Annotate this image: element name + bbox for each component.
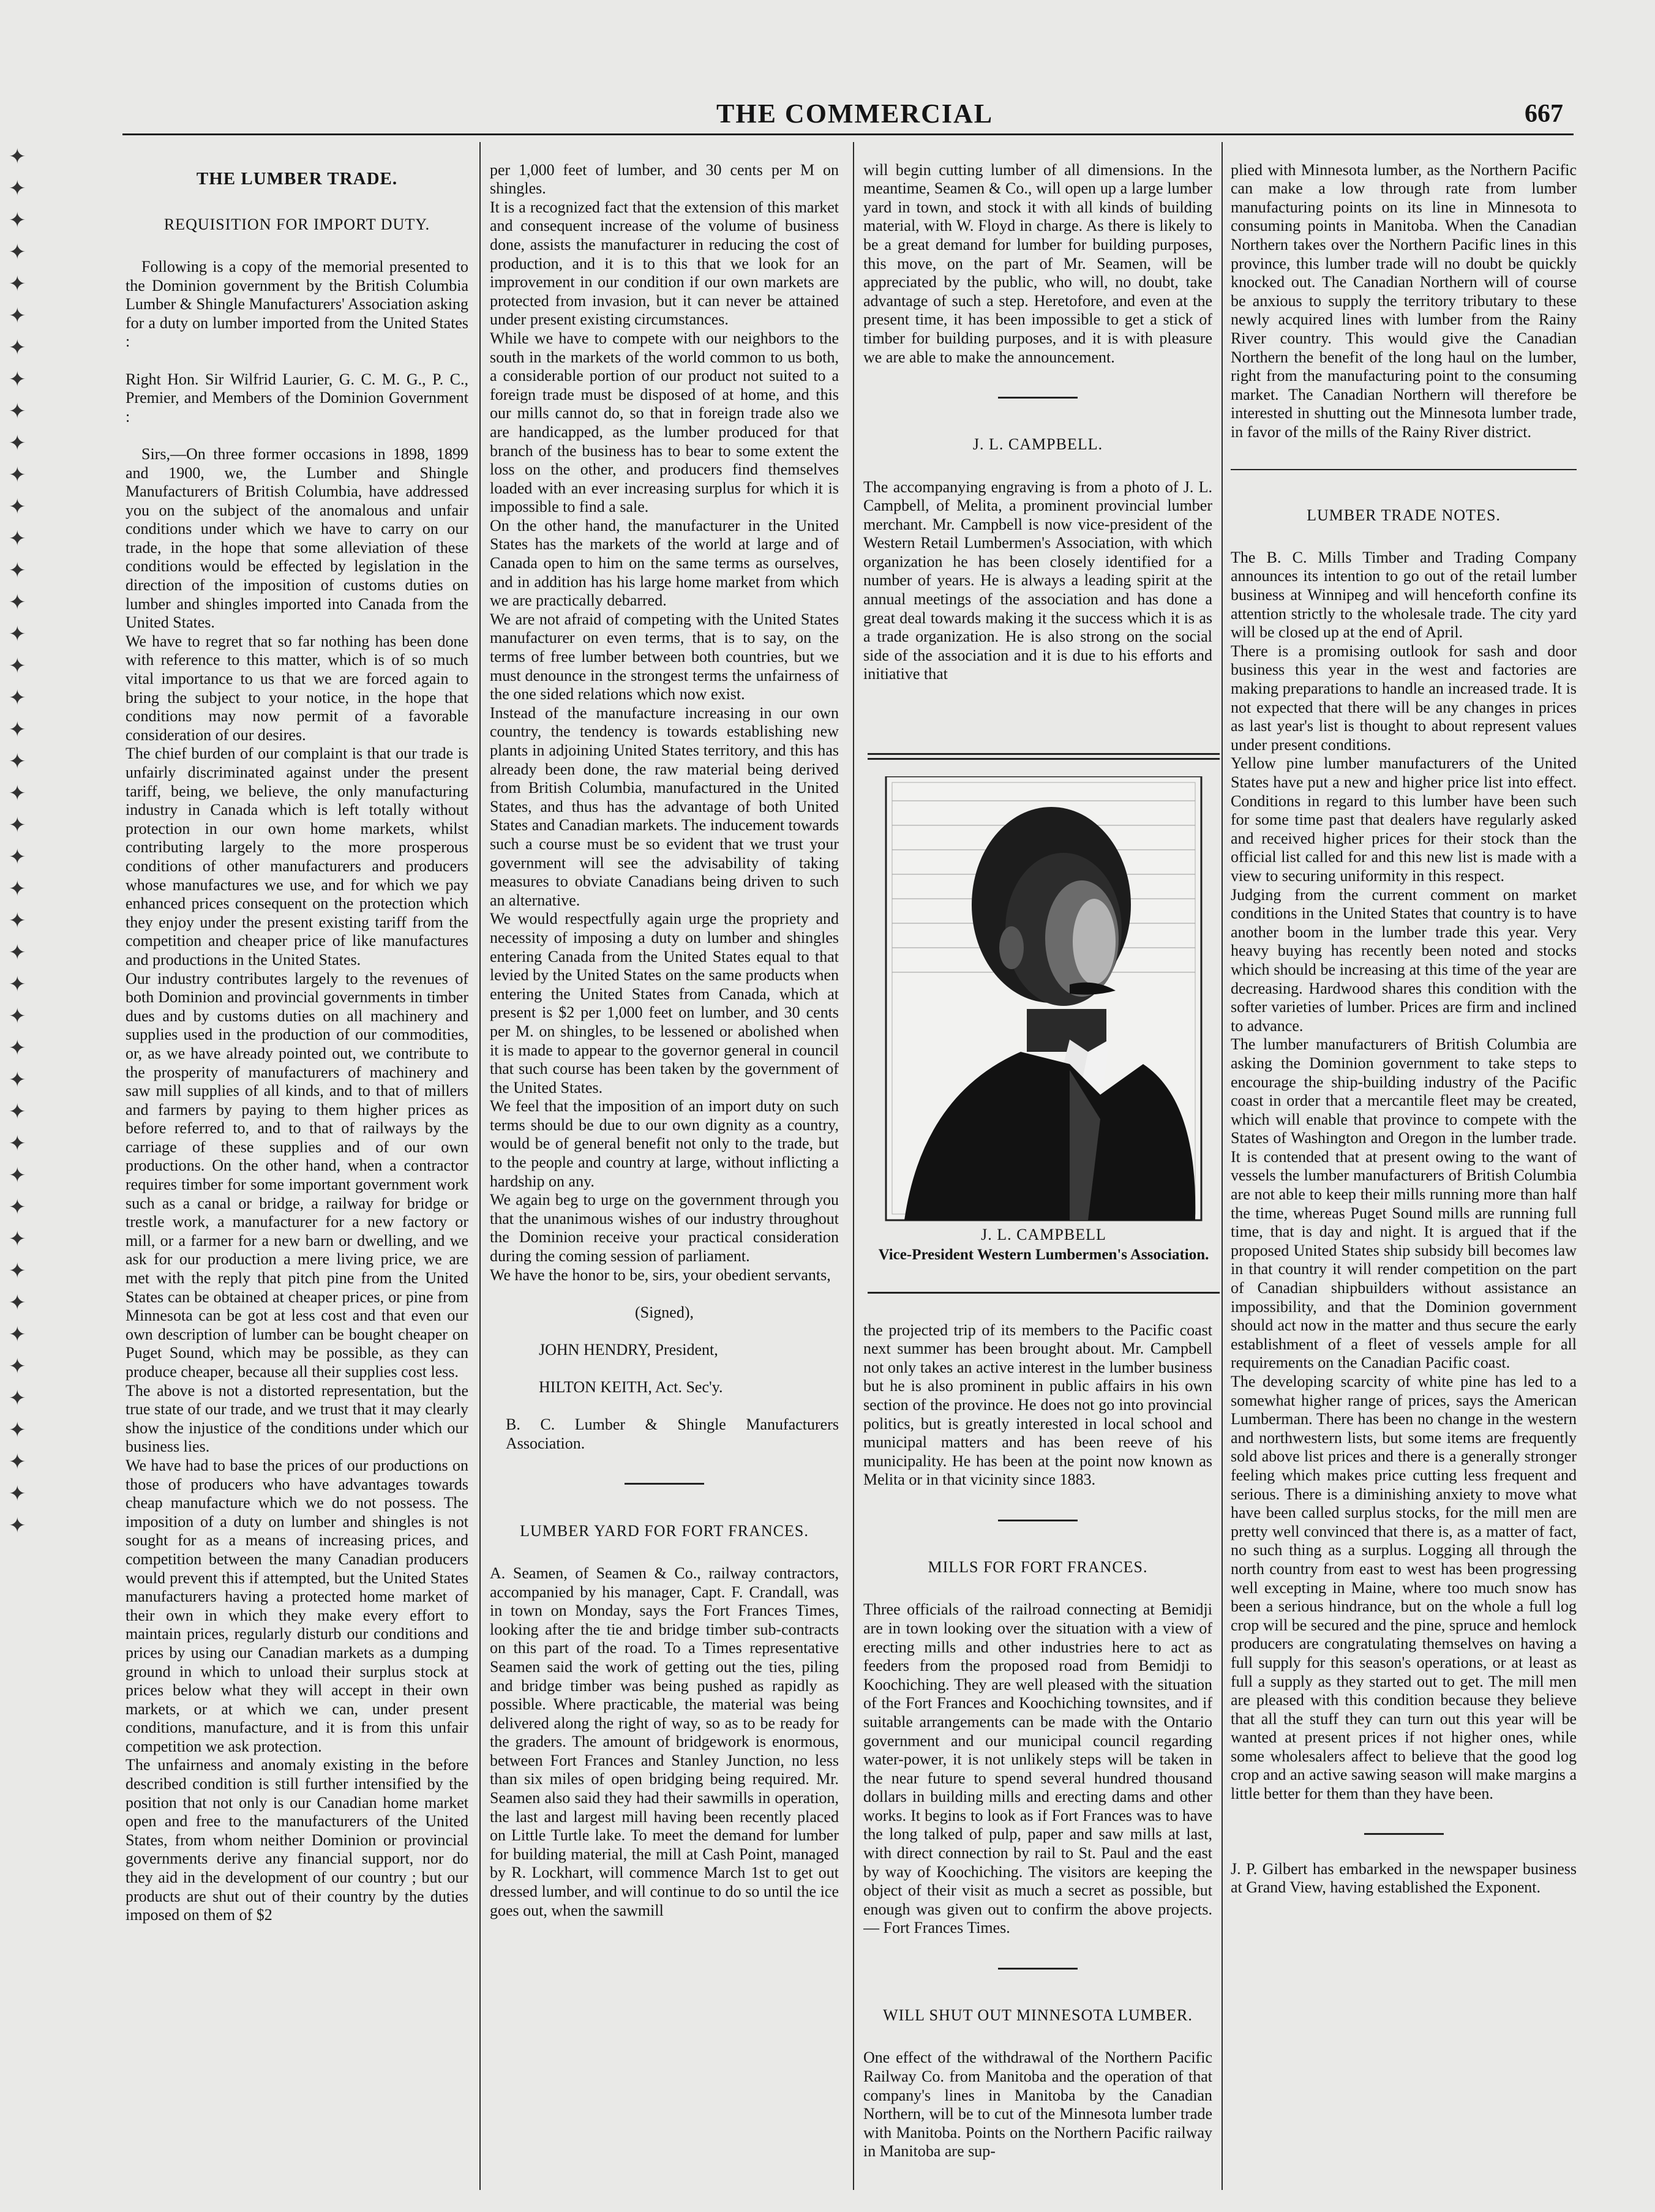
column-2 bbox=[490, 142, 839, 2193]
column-rule bbox=[853, 142, 854, 2190]
section-divider bbox=[1364, 1833, 1444, 1835]
article-heading: LUMBER TRADE NOTES. bbox=[1307, 506, 1501, 524]
section-divider bbox=[998, 397, 1078, 399]
header-rule bbox=[122, 133, 1574, 135]
article-body: the projected trip of its members to the Pacific coast next summer has been brought about. Mr. Campbell not only takes an active interest in the lumber business but he is also prominent in public affairs in his own section of the province. He does not go into provincial politics, but is greatly interested in local school and municipal matters and has been reeve of his municipality. He has been at the point now known as Melita or in that vicinity since 1883. bbox=[863, 1321, 1212, 1489]
page-number: 667 bbox=[1525, 100, 1563, 128]
section-divider bbox=[998, 1520, 1078, 1521]
article-heading: THE LUMBER TRADE. bbox=[196, 168, 398, 189]
signature-line: JOHN HENDRY, President, bbox=[539, 1341, 718, 1359]
portrait-block bbox=[868, 753, 1220, 1359]
article-body: One effect of the withdrawal of the Northern Pacific Railway Co. from Manitoba and the operation of that company's lines in Manitoba by the Canadian Northern, will be to cut of the Minnesota lumber trade with Manitoba. Points on the Northern Pacific railway in Manitoba are sup- bbox=[863, 2049, 1212, 2161]
article-body: J. P. Gilbert has embarked in the newspaper business at Grand View, having established the Exponent. bbox=[1231, 1859, 1577, 1897]
column-rule bbox=[479, 142, 481, 2190]
column-1 bbox=[126, 142, 468, 2193]
masthead bbox=[0, 92, 1655, 135]
binding-margin: ✦ ✦ ✦ ✦ ✦ ✦ ✦ ✦ ✦ ✦ ✦ ✦ ✦ ✦ ✦ ✦ ✦ ✦ ✦ ✦ ✦ ✦ ✦ ✦ ✦ ✦ ✦ ✦ ✦ ✦ ✦ ✦ ✦ ✦ ✦ ✦ ✦ ✦ ✦ ✦ ✦ ✦ ✦ ✦ bbox=[9, 144, 26, 1538]
section-divider bbox=[1231, 469, 1577, 470]
photo-rule-top bbox=[868, 753, 1220, 755]
article-paragraph: Following is a copy of the memorial presented to the Dominion government by the British Columbia Lumber & Shingle Manufacturers' Association asking for a duty on lumber imported from the United States : bbox=[126, 257, 468, 351]
photo-rule-top bbox=[868, 758, 1220, 760]
photo-rule-bottom bbox=[868, 1292, 1220, 1294]
article-heading: LUMBER YARD FOR FORT FRANCES. bbox=[520, 1521, 809, 1540]
column-4 bbox=[1231, 142, 1577, 2193]
signature-signed: (Signed), bbox=[634, 1303, 694, 1321]
article-body: per 1,000 feet of lumber, and 30 cents per M on shingles. It is a recognized fact that the extension of this market and consequent increase of the volume of business done, assists the manufacturer in reducing the cost of production, and it is to this that we look for an improvement in our condition if our own markets are protected from invasion, but it can never be attained under present existing circumstances. While we have to compete with our neighbors to the south in the markets of the world common to us both, a considerable portion of our product not suited to a foreign trade must be disposed of at home, and this our mills cannot do, so that in foreign trade also we are handicapped, as the lumber produced for that branch of the business has to bear to some extent the loss on the other, and producers find themselves loaded with an ever increasing surplus for which it is impossible to find a sale. On the other hand, the manufacturer in the United States has the markets of the world at large and of Canada open to him on the same terms as ourselves, and in addition has his large home market from which we are practically debarred. We are not afraid of competing with the United States manufacturer on even terms, that is to say, on the terms of free lumber between both countries, but we must denounce in the strongest terms the unfairness of the one sided relations which now exist. Instead of the manufacture increasing in our own country, the tendency is towards establishing new plants in adjoining United States territory, and this has already been done, the raw material being derived from British Columbia, manufactured in the United States, and thus has the advantage of both United States and Canadian markets. The inducement towards such a course must be so evident that we trust your government will see the advisability of taking measures to obviate Canadians being driven to such an alternative. We would respectfully again urge the propriety and necessity of imposing a duty on lumber and shingles entering Canada from the United States equal to that levied by the United States on the same products when entering the United States from Canada, which at present is $2 per 1,000 feet on lumber, and 30 cents per M. on shingles, to be lessened or abolished when it is made to appear to the governor general in council that such course has been taken by the government of the United States. We feel that the imposition of an import duty on such terms should be due to our own dignity as a country, would be of general benefit not only to the trade, but to the people and country at large, without inflicting a hardship on any. We again beg to urge on the government through you that the unanimous wishes of our industry throughout the Dominion receive your practical consideration during the coming session of parliament. We have the honor to be, sirs, your obedient servants, bbox=[490, 160, 839, 1284]
article-body: Sirs,—On three former occasions in 1898, 1899 and 1900, we, the Lumber and Shingle Manufacturers of British Columbia, have addressed you on the subject of the anomalous and unfair conditions under which we have to carry on our trade, in the hope that some alleviation of these conditions would be effected by legislation in the direction of the imposition of customs duties on lumber and shingles imported into Canada from the United States. We have to regret that so far nothing has been done with reference to this matter, which is of so much vital importance to us that we are forced again to bring the subject to your notice, in the hope that conditions may now permit of a favorable consideration of our desires. The chief burden of our complaint is that our trade is unfairly discriminated against under the present tariff, being, we believe, the only manufacturing industry in Canada which is left totally without protection in our own home markets, whilst contributing largely to the more prosperous conditions of other manufacturers and producers whose manufactures we use, and for which we pay enhanced prices consequent on the protection which they enjoy under the present existing tariff from the competition and cheaper price of like manufactures and productions in the United States. Our industry contributes largely to the revenues of both Dominion and provincial governments in timber dues and by customs duties on all machinery and supplies used in the production of our commodities, or, as we have already pointed out, we contribute to the prosperity of manufacturers of machinery and saw mill supplies of all kinds, and to that of millers and farmers by paying to them higher prices as before referred to, and to that of railways by the carriage of these supplies and of our own productions. On the other hand, when a contractor requires timber for some important government work such as a canal or bridge, a railway for bridge or trestle work, a manufacturer for a new factory or mill, or a farmer for a new barn or dwelling, and we ask for our production a mere living price, we are met with the reply that pitch pine from the United States can be obtained at cheaper prices, or pine from Minnesota can be got at less cost and that even our own description of lumber can be bought cheaper on Puget Sound, which may be possible, as they can produce cheaper, because all their supplies cost less. The above is not a distorted representation, but the true state of our trade, and we trust that it may clearly show the injustice of the conditions under which our business lies. We have had to base the prices of our productions on those of producers who have advantages towards cheap manufacture which we do not possess. The imposition of a duty on lumber and shingles is not sought for as a means of increasing prices, and competition between the many Canadian producers would prevent this if attempted, but the United States manufacturers having a protected home market of their own in which they make every effort to maintain prices, regularly disturb our conditions and prices by using our Canadian markets as a dumping ground in which to unload their surplus stock at prices below what they will accept in their own markets, or at which we can, under present conditions, manufacture, and it is from this unfair competition we ask protection. The unfairness and anomaly existing in the before described condition is still further intensified by the position that not only is our Canadian home market open and free to the manufacturers of the United States, from whom neither Dominion or provincial governments derive any financial support, nor do they aid in the development of our country ; but our products are shut out of their country by the duties imposed on them of $2 bbox=[126, 444, 468, 1924]
signature-line: HILTON KEITH, Act. Sec'y. bbox=[539, 1378, 723, 1397]
article-body: The accompanying engraving is from a photo of J. L. Campbell, of Melita, a prominent provincial lumber merchant. Mr. Campbell is now vice-president of the Western Retail Lumbermen's Association, with which organization he has been closely identified for a number of years. He is always a leading spirit at the annual meetings of the association and has done a great deal towards making it the success which it is as a trade organization. He is also strong on the social side of the association and it is due to his efforts and initiative that bbox=[863, 478, 1212, 683]
signature-line: B. C. Lumber & Shingle Manufacturers Association. bbox=[506, 1415, 839, 1452]
column-rule bbox=[1222, 142, 1223, 2190]
newspaper-title: THE COMMERCIAL bbox=[716, 99, 994, 129]
section-divider bbox=[998, 1968, 1078, 1970]
article-body: The B. C. Mills Timber and Trading Company announces its intention to go out of the retail lumber business at Winnipeg and will henceforth confine its attention strictly to the wholesale trade. The city yard will be closed up at the end of April. There is a promising outlook for sash and door business this year in the west and factories are making preparations to handle an increased trade. It is not expected that there will be any changes in prices as last year's list is thought to about represent values under present conditions. Yellow pine lumber manufacturers of the United States have put a new and higher price list into effect. Conditions in regard to this lumber have been such for some time past that dealers have regularly asked and received higher prices for their stock than the official list called for and this new list is made with a view to securing uniformity in this respect. Judging from the current comment on market conditions in the United States that country is to have another boom in the lumber trade this year. Very heavy buying has recently been noted and stocks which should be increasing at this time of the year are decreasing. Hardwood shares this condition with the softer varieties of lumber. Prices are firm and inclined to advance. The lumber manufacturers of British Columbia are asking the Dominion government to take steps to encourage the ship-building industry of the Pacific coast in order that a mercantile fleet may be created, which will enable that province to compete with the States of Washington and Oregon in the lumber trade. It is contended that at present owing to the want of vessels the lumber manufacturers of British Columbia are not able to keep their mills running more than half the time, whereas Puget Sound mills are running full time, that is day and night. It is argued that if the proposed United States ship subsidy bill becomes law in that country it will render competition on the part of Canadian shipbuilders without assistance an impossibility, and that the Dominion government should act now in the matter and thus secure the early establishment of a fleet of vessels ample for all requirements on the Canadian Pacific coast. The developing scarcity of white pine has led to a somewhat higher range of prices, says the American Lumberman. There has been no change in the western and northwestern lists, but some items are frequently sold above list prices and there is a generally stronger feeling which makes price cutting less frequent and serious. There is a diminishing anxiety to move what have been called surplus stocks, for the mill men are pretty well convinced that there is, as a matter of fact, no such thing as a surplus. Logging all through the north country from east to west has been progressing well excepting in Maine, where too much snow has been a serious hindrance, but on the whole a full log crop will be secured and the pine, spruce and hemlock producers are congratulating themselves on having a full supply for this season's operations, or at least as full a supply as they started out to get. The mill men are pleased with this condition because they believe that all the stuff they can turn out this year will be wanted at present prices if not higher ones, while some wholesalers affect to believe that the good log crop and an active sawing season will make margins a little better for them than they have been. bbox=[1231, 548, 1577, 1803]
section-divider bbox=[625, 1483, 704, 1485]
portrait-engraving bbox=[868, 776, 1220, 1223]
photo-caption-subtitle: Vice-President Western Lumbermen's Association. bbox=[878, 1247, 1209, 1263]
article-heading: J. L. CAMPBELL. bbox=[972, 435, 1103, 454]
article-body: Three officials of the railroad connecting at Bemidji are in town looking over the situation with a view of erecting mills and other industries here to act as feeders from the proposed road from Bemidji to Koochiching. They are well pleased with the situation of the Fort Frances and Koochiching townsites, and if suitable arrangements can be made with the Ontario government and our municipal council regarding water-power, it is not unlikely steps will be taken in the near future to spend several hundred thousand dollars in building mills and erecting dams and other works. It begins to look as if Fort Frances was to have the long talked of pulp, paper and saw mills at last, with direct connection by rail to St. Paul and the east by way of Koochiching. The visitors are keeping the object of their visit as much a secret as possible, but enough was given out to confirm the above projects.— Fort Frances Times. bbox=[863, 1600, 1212, 1937]
article-body: will begin cutting lumber of all dimensions. In the meantime, Seamen & Co., will open up a large lumber yard in town, and stock it with all kinds of building material, with W. Floyd in charge. As there is likely to be a great demand for lumber for building purposes, this move, on the part of Mr. Seamen, will be appreciated by the public, who will, no doubt, take advantage of such a step. Heretofore, and even at the present time, it has been impossible to get a stick of timber for building purposes, and it is with pleasure we are able to make the announcement. bbox=[863, 160, 1212, 366]
article-body: A. Seamen, of Seamen & Co., railway contractors, accompanied by his manager, Capt. F. Crandall, was in town on Monday, says the Fort Frances Times, looking after the tie and bridge timber sub-contracts on this part of the road. To a Times representative Seamen said the work of getting out the ties, piling and bridge timber was being pushed as rapidly as possible. Where practicable, the material was being delivered along the right of way, so as to be ready for the graders. The amount of bridgework is enormous, between Fort Frances and Stanley Junction, no less than six miles of open bridging being required. Mr. Seamen also said they had their sawmills in operation, the last and largest mill having been recently placed on Little Turtle lake. To meet the demand for lumber for building material, the mill at Cash Point, managed by R. Lockhart, will commence March 1st to get out dressed lumber, and will continue to do so until the ice goes out, when the sawmill bbox=[490, 1564, 839, 1919]
article-subheading: REQUISITION FOR IMPORT DUTY. bbox=[163, 215, 430, 233]
photo-caption: J. L. CAMPBELL bbox=[981, 1226, 1106, 1243]
article-heading: WILL SHUT OUT MINNESOTA LUMBER. bbox=[883, 2006, 1193, 2025]
article-body: plied with Minnesota lumber, as the Northern Pacific can make a low through rate from lumber manufacturing points on its line in Minnesota to consuming points in Manitoba. When the Canadian Northern takes over the Northern Pacific lines in this province, this lumber trade will no doubt be quickly knocked out. The Canadian Northern will of course be anxious to supply the territory tributary to these newly acquired lines with lumber from the Rainy River country. This would give the Canadian Northern the benefit of the long haul on the lumber, right from the manufacturing point to the consuming market. The Canadian Northern will therefore be interested in shutting out the Minnesota lumber trade, in favor of the mills of the Rainy River district. bbox=[1231, 160, 1577, 441]
article-heading: MILLS FOR FORT FRANCES. bbox=[928, 1558, 1148, 1577]
article-salutation: Right Hon. Sir Wilfrid Laurier, G. C. M. G., P. C., Premier, and Members of the Dominion Government : bbox=[126, 370, 468, 426]
